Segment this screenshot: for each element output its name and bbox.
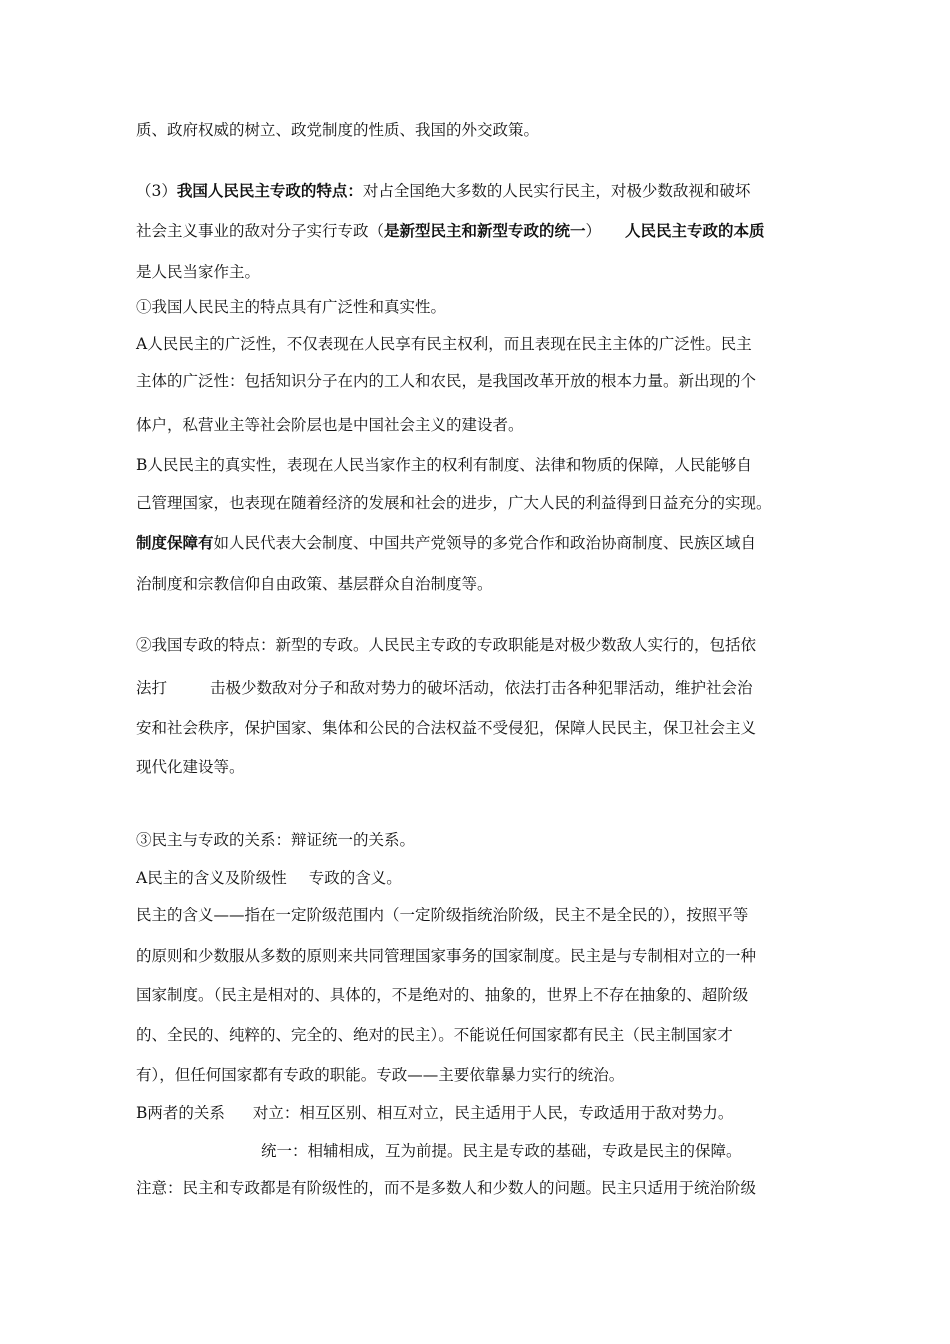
paragraph-line [136,334,836,354]
text-span: A民主的含义及阶级性 [136,869,287,887]
text-span: B两者的关系 [136,1104,225,1122]
bold-phrase: 制度保障有 [136,533,214,552]
section-heading: 我国人民民主专政的特点： [176,181,363,200]
paragraph-line [136,371,836,391]
paragraph-line [136,574,836,594]
text-span: 的原则和少数服从多数的原则来共同管理国家事务的国家制度。民主是与专制相对立的一种 [136,947,757,965]
bold-phrase: 是新型民主和新型专政的统一 [384,221,586,240]
text-span: 治制度和宗教信仰自由政策、基层群众自治制度等。 [136,575,493,593]
text-span: 安和社会秩序，保护国家、集体和公民的合法权益不受侵犯，保障人民民主，保卫社会主义 [136,719,757,737]
paragraph-line [136,120,836,140]
paragraph-line [136,455,836,475]
text-span: ③民主与专政的关系：辩证统一的关系。 [136,831,416,849]
paragraph-line [136,262,836,282]
paragraph-line [136,297,836,317]
text-span: 对占全国绝大多数的人民实行民主，对极少数敌视和破坏 [362,182,751,200]
text-span: 法打 [136,679,168,697]
paragraph-line [136,415,836,435]
paragraph-line [136,985,836,1005]
text-span: 的、全民的、纯粹的、完全的、绝对的民主）。不能说任何国家都有民主（民主制国家才 [136,1026,733,1044]
text-span: 现代化建设等。 [136,758,245,776]
text-span: B人民民主的真实性，表现在人民当家作主的权利有制度、法律和物质的保障，人民能够自 [136,456,752,474]
text-span: 是人民当家作主。 [136,263,261,281]
paragraph-line [136,718,836,738]
text-span: 己管理国家，也表现在随着经济的发展和社会的进步，广大人民的利益得到日益充分的实现。 [136,494,772,512]
paragraph-line [136,533,836,553]
text-span: 国家制度。（民主是相对的、具体的，不是绝对的、抽象的，世界上不存在抽象的、超阶级 [136,986,749,1004]
paragraph-line [136,1065,836,1085]
section-number: （3） [136,182,177,200]
paragraph-line [136,905,836,925]
paragraph-line [136,946,836,966]
paragraph-line [136,181,836,201]
text-span: 如人民代表大会制度、中国共产党领导的多党合作和政治协商制度、民族区域自 [213,534,757,552]
paragraph-line [136,757,836,777]
text-span: 主体的广泛性：包括知识分子在内的工人和农民，是我国改革开放的根本力量。新出现的个 [136,372,757,390]
text-span: 社会主义事业的敌对分子实行专政（ [136,222,385,240]
bold-phrase: 人民民主专政的本质 [625,221,765,240]
paragraph-line [136,1141,836,1161]
paragraph-line [136,830,836,850]
text-span: 击极少数敌对分子和敌对势力的破坏活动，依法打击各种犯罪活动，维护社会治 [210,679,753,697]
text-span: ①我国人民民主的特点具有广泛性和真实性。 [136,298,447,316]
text-span: 民主的含义——指在一定阶级范围内（一定阶级指统治阶级，民主不是全民的），按照平等 [136,906,749,924]
text-span: A人民民主的广泛性，不仅表现在人民享有民主权利，而且表现在民主主体的广泛性。民主 [136,335,752,353]
paragraph-line [136,678,836,698]
text-span: 体户，私营业主等社会阶层也是中国社会主义的建设者。 [136,416,524,434]
text-span: 对立：相互区别、相互对立，民主适用于人民，专政适用于敌对势力。 [252,1104,734,1122]
text-span: 统一：相辅相成，互为前提。民主是专政的基础，专政是民主的保障。 [261,1142,742,1160]
text-span: 注意：民主和专政都是有阶级性的，而不是多数人和少数人的问题。民主只适用于统治阶级 [136,1179,757,1197]
text-span: ②我国专政的特点：新型的专政。人民民主专政的专政职能是对极少数敌人实行的，包括依 [136,636,757,654]
paragraph-line [136,1178,836,1198]
paragraph-line [136,1103,836,1123]
text-span: 质、政府权威的树立、政党制度的性质、我国的外交政策。 [136,121,540,139]
paragraph-line [136,635,836,655]
paragraph-line [136,221,836,241]
text-span: ） [585,222,602,240]
text-span: 有），但任何国家都有专政的职能。专政——主要依靠暴力实行的统治。 [136,1066,625,1084]
paragraph-line [136,868,836,888]
paragraph-line [136,493,836,513]
text-span: 专政的含义。 [308,869,402,887]
paragraph-line [136,1025,836,1045]
